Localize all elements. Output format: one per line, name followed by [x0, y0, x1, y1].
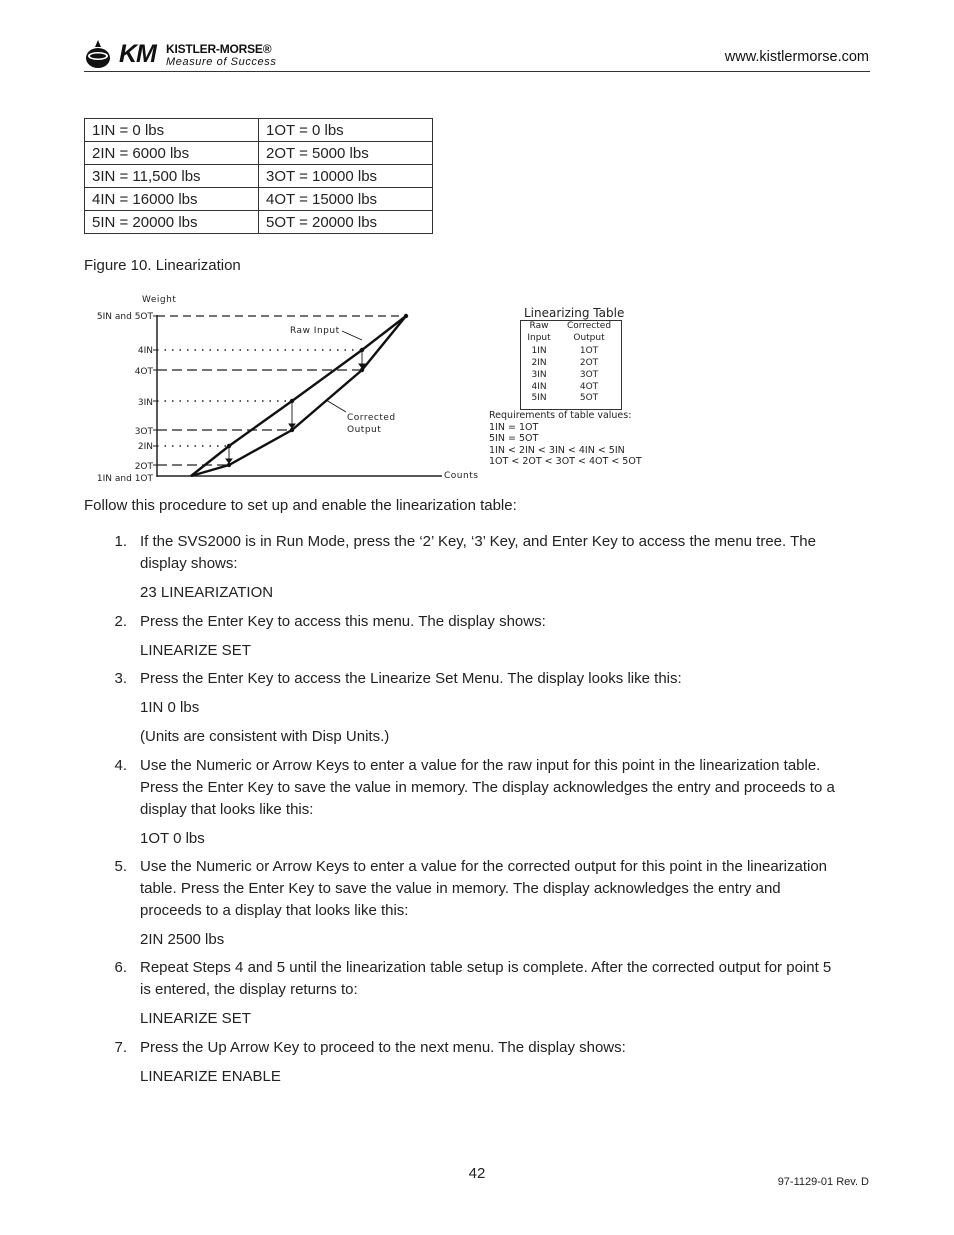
table-cell-input: 4IN = 16000 lbs	[85, 188, 259, 211]
table-cell-input: 2IN = 6000 lbs	[85, 142, 259, 165]
figure-caption: Figure 10. Linearization	[84, 257, 241, 274]
lt-output-item: 5OT	[579, 393, 599, 404]
step-text: Use the Numeric or Arrow Keys to enter a value for the corrected output for this point in the linearization	[140, 858, 828, 875]
lt-input-item: 5IN	[531, 393, 547, 404]
website-url[interactable]: www.kistlermorse.com	[724, 49, 869, 65]
step-number: 2.	[114, 613, 127, 630]
page-number: 42	[468, 1165, 486, 1182]
corrected-label: Corrected	[347, 413, 396, 423]
table-cell-input: 3IN = 11,500 lbs	[85, 165, 259, 188]
x-axis-label: Counts	[444, 471, 479, 481]
lt-header-raw-2: Input	[527, 332, 551, 343]
step-text: Press the Enter Key to save the value in memory. The display acknowledges the entry and proceeds to a	[140, 779, 835, 796]
table-cell-output: 5OT = 20000 lbs	[259, 211, 433, 234]
step-number: 3.	[114, 670, 127, 687]
step-text: Repeat Steps 4 and 5 until the linearization table setup is complete. After the corrected output for point 5	[140, 959, 832, 976]
step-text: Press the Enter Key to access the Linearize Set Menu. The display looks like this:	[140, 670, 682, 687]
step-text: Use the Numeric or Arrow Keys to enter a value for the raw input for this point in the linearization table.	[140, 757, 821, 774]
tick-label-5in-5ot: 5IN and 5OT	[96, 312, 153, 322]
tick-label-2ot: 2OT	[134, 462, 153, 472]
y-axis-label: Weight	[142, 295, 177, 305]
step-text: display that looks like this:	[140, 801, 314, 818]
lt-input-item: 2IN	[531, 358, 547, 369]
step-text: Press the Up Arrow Key to proceed to the next menu. The display shows:	[140, 1039, 626, 1056]
requirement-item: 1OT < 2OT < 3OT < 4OT < 5OT	[489, 456, 642, 467]
raw-input-curve	[191, 316, 406, 476]
step-text: If the SVS2000 is in Run Mode, press the ‘2’ Key, ‘3’ Key, and Enter Key to access the menu tree. The	[140, 533, 816, 550]
step-text: proceeds to a display that looks like this:	[140, 902, 409, 919]
table-row	[85, 165, 433, 188]
linearizing-table-title: Linearizing Table	[524, 306, 625, 320]
tick-label-2in: 2IN	[137, 442, 153, 452]
table-row	[85, 211, 433, 234]
table-requirements	[489, 410, 642, 468]
display-readout: 1IN 0 lbs	[140, 699, 200, 716]
company-logo	[84, 38, 284, 72]
table-row	[85, 119, 433, 142]
tick-label-1in-1ot: 1IN and 1OT	[96, 474, 153, 484]
display-readout: LINEARIZE ENABLE	[140, 1068, 281, 1085]
lt-header-corr-2: Output	[573, 332, 605, 343]
step-text: display shows:	[140, 555, 238, 572]
output-label: Output	[347, 425, 382, 435]
tick-label-3ot: 3OT	[134, 427, 153, 437]
logo-tagline: Measure of Success	[166, 56, 277, 68]
intro-text: Follow this procedure to set up and enable the linearization table:	[84, 497, 517, 514]
tick-label-4ot: 4OT	[134, 367, 153, 377]
display-readout: 1OT 0 lbs	[140, 830, 205, 847]
raw-input-label: Raw Input	[290, 326, 340, 336]
display-readout: LINEARIZE SET	[140, 642, 251, 659]
step-number: 5.	[114, 858, 127, 875]
lt-input-item: 1IN	[531, 346, 547, 357]
tick-label-4in: 4IN	[137, 346, 153, 356]
table-row	[85, 188, 433, 211]
requirement-item: 5IN = 5OT	[489, 433, 539, 444]
correction-arrows	[226, 352, 365, 463]
header-divider	[84, 71, 870, 72]
linearization-graph	[84, 285, 484, 485]
step-number: 6.	[114, 959, 127, 976]
table-row	[85, 142, 433, 165]
lt-output-list	[561, 346, 617, 405]
table-cell-output: 2OT = 5000 lbs	[259, 142, 433, 165]
step-number: 1.	[114, 533, 127, 550]
lt-output-item: 4OT	[579, 381, 599, 392]
display-readout: 23 LINEARIZATION	[140, 584, 274, 601]
requirement-item: 1IN < 2IN < 3IN < 4IN < 5IN	[489, 444, 625, 456]
logo-emblem-icon	[84, 38, 118, 72]
lt-output-item: 1OT	[579, 346, 599, 357]
logo-abbrev: KM	[119, 40, 156, 68]
step-text: is entered, the display returns to:	[140, 981, 358, 998]
lt-col-raw	[521, 321, 557, 405]
logo-name: KISTLER-MORSE®	[166, 42, 272, 56]
step-number: 7.	[114, 1039, 127, 1056]
table-cell-output: 3OT = 10000 lbs	[259, 165, 433, 188]
requirement-item: 1IN = 1OT	[489, 421, 539, 433]
lt-input-item: 4IN	[531, 381, 547, 392]
table-cell-input: 5IN = 20000 lbs	[85, 211, 259, 234]
lt-input-item: 3IN	[531, 369, 547, 380]
table-cell-output: 1OT = 0 lbs	[259, 119, 433, 142]
linearization-values-table	[84, 118, 433, 234]
lt-output-item: 2OT	[579, 358, 599, 369]
lt-header-raw-1: Raw	[529, 321, 549, 331]
tick-label-3in: 3IN	[137, 398, 153, 408]
lt-col-corrected	[561, 321, 617, 405]
linearizing-table-box	[520, 320, 622, 410]
lt-header-corr-1: Corrected	[566, 321, 612, 331]
table-cell-output: 4OT = 15000 lbs	[259, 188, 433, 211]
lt-output-item: 3OT	[579, 369, 599, 380]
requirements-heading: Requirements of table values:	[489, 410, 632, 421]
step-number: 4.	[114, 757, 127, 774]
display-readout: LINEARIZE SET	[140, 1010, 251, 1027]
display-readout: 2IN 2500 lbs	[140, 931, 225, 948]
step-text: Press the Enter Key to access this menu. The display shows:	[140, 613, 546, 630]
table-cell-input: 1IN = 0 lbs	[85, 119, 259, 142]
step-text: table. Press the Enter Key to save the value in memory. The display acknowledges the entry and	[140, 880, 781, 897]
display-readout: (Units are consistent with Disp Units.)	[140, 728, 390, 745]
document-revision: 97-1129-01 Rev. D	[777, 1176, 869, 1188]
lt-input-list	[521, 346, 557, 405]
